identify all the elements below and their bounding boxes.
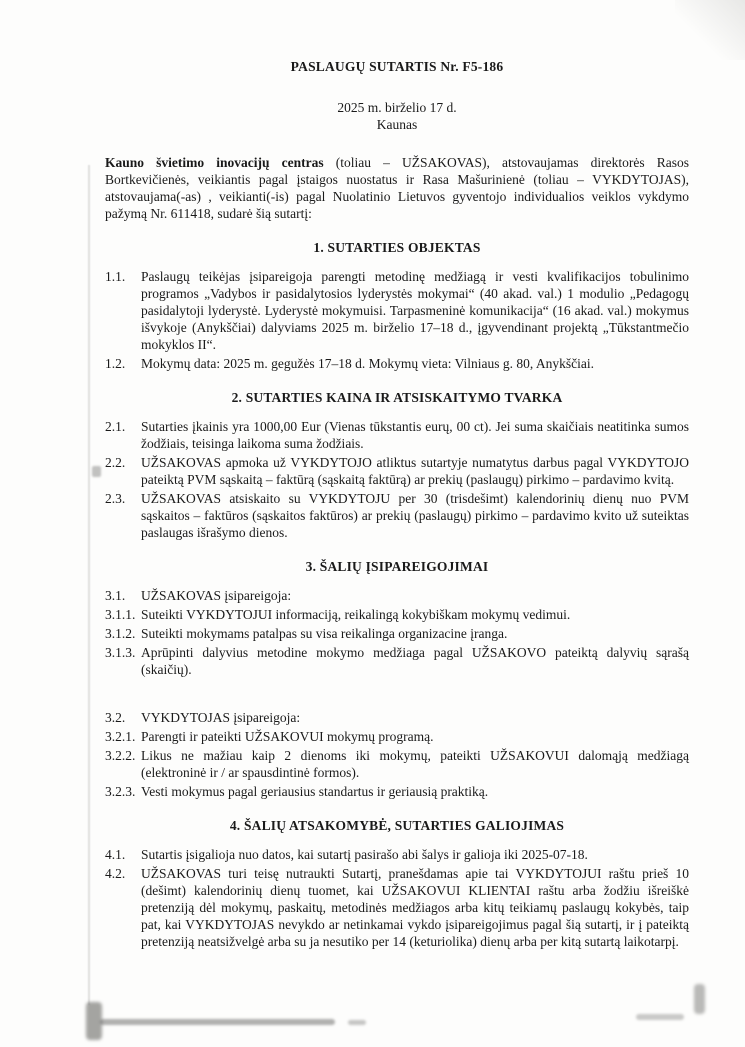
clause-text: Sutartis įsigalioja nuo datos, kai sutartį pasirašo abi šalys ir galioja iki 2025-07-18. — [141, 847, 588, 862]
clause-2-1 — [105, 418, 689, 452]
scan-mark-artifact — [92, 466, 101, 477]
clause-text: Mokymų data: 2025 m. gegužės 17–18 d. Mokymų vieta: Vilniaus g. 80, Anykščiai. — [141, 356, 595, 371]
clause-3-1-3 — [105, 644, 689, 678]
clause-number: 3.1.3. — [105, 645, 136, 660]
clause-text: Suteikti mokymams patalpas su visa reikalinga organizacine įranga. — [141, 626, 508, 641]
section-heading-1: 1. SUTARTIES OBJEKTAS — [313, 240, 481, 255]
clause-2-2 — [105, 454, 689, 488]
clause-number: 4.1. — [105, 847, 126, 862]
section-heading-4: 4. ŠALIŲ ATSAKOMYBĖ, SUTARTIES GALIOJIMAS — [229, 818, 565, 833]
clause-2-3 — [105, 490, 689, 541]
clause-3-2 — [105, 709, 689, 726]
clause-number: 2.3. — [105, 491, 126, 506]
clause-number: 3.1. — [105, 588, 126, 603]
party-name: Kauno švietimo inovacijų centras — [105, 155, 324, 170]
clause-number: 3.2.2. — [105, 748, 136, 763]
clause-text: Suteikti VYKDYTOJUI informaciją, reikalingą kokybiškam mokymų vedimui. — [141, 607, 571, 622]
clause-number: 4.2. — [105, 866, 126, 881]
clause-1-1 — [105, 268, 689, 353]
clause-text: UŽSAKOVAS turi teisę nutraukti Sutartį, pranešdamas apie tai VYKDYTOJUI raštu prieš 10 (dešimt) kalendorinių dienų tuomet, kai UŽSAKOVUI KLIENTAI raštu arba žodžiu išreiškė pretenziją dėl mokymų, paskaitų, metodinės medžiagos arba kitų teikiamų paslaugų kokybės, taip pat, kai VYKDYTOJAS nevykdo ar netinkamai vykdo įsipareigojimus pagal šią sutartį, ir į pateiktą pretenziją neatsižvelgė arba su ja nesutiko per 14 (keturiolika) dienų arba per kitą sutartą laikotarpį. — [141, 866, 689, 949]
scan-smudge-artifact — [636, 1014, 684, 1020]
clause-text: UŽSAKOVAS įsipareigoja: — [141, 588, 292, 603]
clause-number: 2.1. — [105, 419, 126, 434]
clause-3-1-1 — [105, 606, 689, 623]
scan-smudge-artifact — [100, 1019, 335, 1025]
intro-paragraph — [105, 154, 689, 222]
clause-number: 3.2.1. — [105, 729, 136, 744]
scan-shade-artifact — [675, 0, 745, 60]
clause-text: UŽSAKOVAS apmoka už VYKDYTOJO atliktus sutartyje numatytus darbus pagal VYKDYTOJO pateiktą PVM sąskaitą – faktūrą (sąskaitą faktūrą) ar prekių (paslaugų) pirkimo – pardavimo kvitą. — [141, 455, 689, 487]
clause-number: 3.2. — [105, 710, 126, 725]
contract-title: PASLAUGŲ SUTARTIS Nr. F5-186 — [290, 59, 504, 74]
contract-content — [105, 58, 689, 952]
clause-3-1-2 — [105, 625, 689, 642]
clause-text: UŽSAKOVAS atsiskaito su VYKDYTOJU per 30 (trisdešimt) kalendorinių dienų nuo PVM sąskaitos – faktūros (sąskaitos faktūros) ar prekių (paslaugų) pirkimo – pardavimo kvito už suteiktas paslaugas išrašymo dienos. — [141, 491, 689, 540]
section-heading-2: 2. SUTARTIES KAINA IR ATSISKAITYMO TVARKA — [231, 390, 563, 405]
clause-3-1 — [105, 587, 689, 604]
date-line: 2025 m. birželio 17 d. — [337, 100, 457, 115]
clause-3-2-3 — [105, 783, 689, 800]
intro-text: (toliau – UŽSAKOVAS), atstovaujamas direktorės Rasos Bortkevičienės, veikiantis pagal įstaigos nuostatus ir Rasa Mašurinienė (toliau – VYKDYTOJAS), atstovaujama(-as) , veikianti(-is) pagal Nuolatinio Lietuvos gyventojo individualios veiklos vykdymo pažymą Nr. 611418, sudarė šią sutartį: — [105, 155, 690, 221]
scan-edge-artifact — [88, 165, 90, 1005]
clause-text: Sutarties įkainis yra 1000,00 Eur (Vienas tūkstantis eurų, 00 ct). Jei suma skaičiais neatitinka sumos žodžiais, teisinga laikoma suma žodžiais. — [141, 419, 689, 451]
clause-4-1 — [105, 846, 689, 863]
clause-1-2 — [105, 355, 689, 372]
clause-text: Paslaugų teikėjas įsipareigoja parengti metodinę medžiagą ir vesti kvalifikacijos tobulinimo programos „Vadybos ir pasidalytosios lyderystės mokymai“ (40 akad. val.) 1 modulio „Pedagogų pasidalytoji lyderystė. Lyderystė mokymuisi. Tarpasmeninė komunikacija“ (16 akad. val.) mokymus išvykoje (Anykščiai) dalyviams 2025 m. birželio 17–18 d., įgyvendinant projektą „Tūkstantmečio mokyklos II“. — [141, 269, 689, 352]
scan-smudge-artifact — [694, 984, 705, 1014]
clause-text: Likus ne mažiau kaip 2 dienoms iki mokymų, pateikti UŽSAKOVUI dalomąją medžiagą (elektroninė ir / ar spausdintinė formos). — [141, 748, 689, 780]
clause-number: 1.2. — [105, 356, 126, 371]
clause-3-2-1 — [105, 728, 689, 745]
clause-3-2-2 — [105, 747, 689, 781]
clause-text: VYKDYTOJAS įsipareigoja: — [141, 710, 301, 725]
scan-smudge-artifact — [348, 1020, 366, 1025]
clause-number: 2.2. — [105, 455, 126, 470]
clause-text: Aprūpinti dalyvius metodine mokymo medžiaga pagal UŽSAKOVO pateiktą dalyvių sąrašą (skaičių). — [141, 645, 689, 677]
clause-number: 3.1.1. — [105, 607, 136, 622]
clause-number: 1.1. — [105, 269, 126, 284]
scan-smudge-artifact — [86, 1002, 102, 1040]
place-line: Kaunas — [376, 117, 418, 132]
clause-4-2 — [105, 865, 689, 950]
section-heading-3: 3. ŠALIŲ ĮSIPAREIGOJIMAI — [305, 559, 489, 574]
clause-number: 3.2.3. — [105, 784, 136, 799]
clause-number: 3.1.2. — [105, 626, 136, 641]
clause-text: Vesti mokymus pagal geriausius standartus ir geriausią praktiką. — [141, 784, 489, 799]
clause-text: Parengti ir pateikti UŽSAKOVUI mokymų programą. — [141, 729, 434, 744]
